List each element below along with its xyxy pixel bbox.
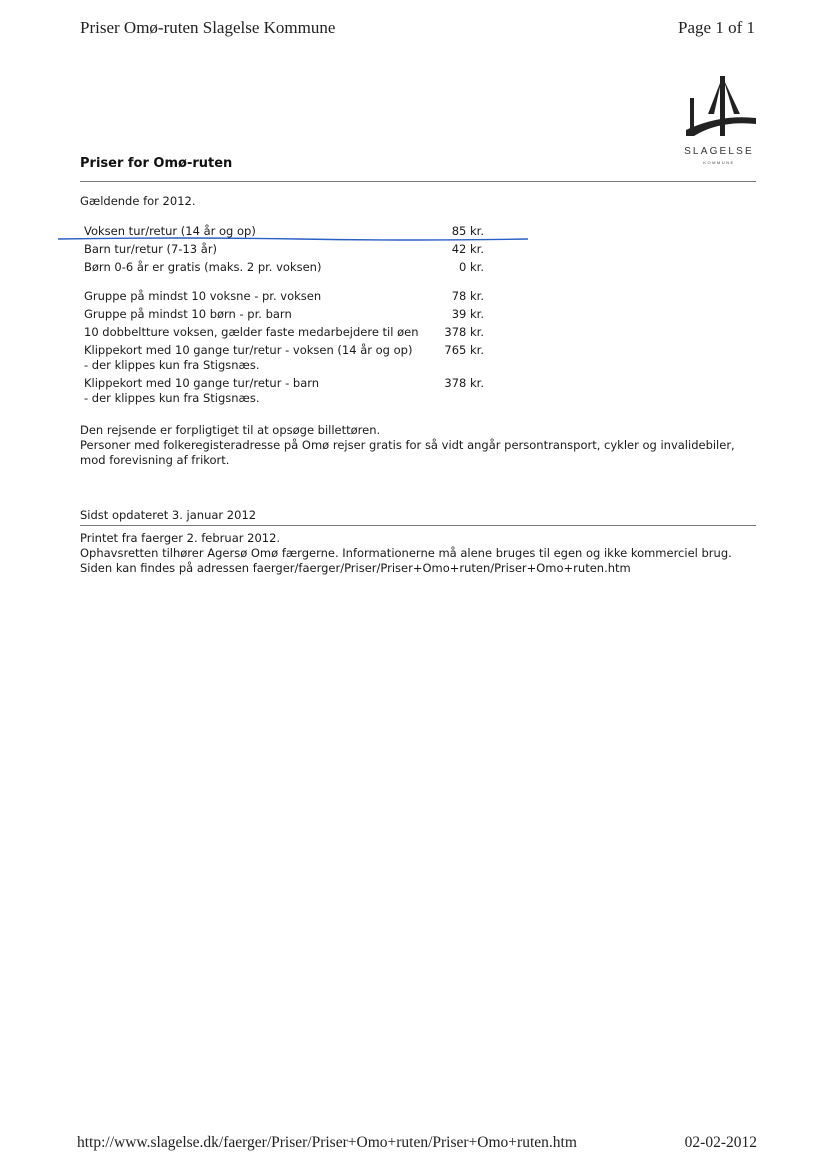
price-value: 378 kr. xyxy=(444,376,484,390)
price-value: 85 kr. xyxy=(451,224,484,238)
price-label: Gruppe på mindst 10 voksne - pr. voksen xyxy=(84,289,322,303)
price-value: 78 kr. xyxy=(451,289,484,303)
price-value: 378 kr. xyxy=(444,325,484,339)
price-row xyxy=(84,260,494,275)
price-label: Barn tur/retur (7-13 år) xyxy=(84,242,218,256)
price-value: 42 kr. xyxy=(451,242,484,256)
price-label: Klippekort med 10 gange tur/retur - voksen (14 år og op) - der klippes kun fra Stigsnæs. xyxy=(84,343,413,372)
note-residents: Personer med folkeregisteradresse på Omø rejser gratis for så vidt angår persontransport, cykler og invalidebiler, xyxy=(80,438,735,452)
price-label: Gruppe på mindst 10 børn - pr. barn xyxy=(84,307,292,321)
price-row xyxy=(84,307,494,322)
footer-divider xyxy=(80,525,756,526)
print-header-title: Priser Omø-ruten Slagelse Kommune xyxy=(80,18,336,37)
price-table xyxy=(84,224,494,409)
price-label: Voksen tur/retur (14 år og op) xyxy=(84,224,256,238)
print-header-page-number: Page 1 of 1 xyxy=(678,18,755,37)
price-row xyxy=(84,376,494,406)
printed-date: Printet fra faerger 2. februar 2012. xyxy=(80,531,281,545)
page-title: Priser for Omø-ruten xyxy=(80,156,233,171)
price-value: 0 kr. xyxy=(459,260,484,274)
price-row xyxy=(84,224,494,239)
price-label: Børn 0-6 år er gratis (maks. 2 pr. voksen) xyxy=(84,260,322,274)
print-footer-date: 02-02-2012 xyxy=(684,1134,757,1151)
logo-subtitle: KOMMUNE xyxy=(703,160,735,165)
price-row xyxy=(84,289,494,304)
note-obligation: Den rejsende er forpligtiget til at opsøge billettøren. xyxy=(80,423,381,437)
print-footer-url: http://www.slagelse.dk/faerger/Priser/Priser+Omo+ruten/Priser+Omo+ruten.htm xyxy=(77,1134,577,1151)
price-row xyxy=(84,242,494,257)
copyright-notice: Ophavsretten tilhører Agersø Omø færgerne. Informationerne må alene bruges til egen og ikke kommerciel brug. xyxy=(80,546,732,560)
price-label: Klippekort med 10 gange tur/retur - barn - der klippes kun fra Stigsnæs. xyxy=(84,376,320,405)
last-updated: Sidst opdateret 3. januar 2012 xyxy=(80,508,257,522)
slagelse-logo xyxy=(680,74,760,174)
page-address: Siden kan findes på adressen faerger/faerger/Priser/Priser+Omo+ruten/Priser+Omo+ruten.htm xyxy=(80,561,631,575)
price-value: 39 kr. xyxy=(451,307,484,321)
logo-wordmark: SLAGELSE xyxy=(684,146,754,157)
price-row xyxy=(84,343,494,373)
note-residents-cont: mod forevisning af frikort. xyxy=(80,453,230,467)
price-row xyxy=(84,325,494,340)
heading-divider xyxy=(80,181,756,182)
price-label: 10 dobbeltture voksen, gælder faste medarbejdere til øen xyxy=(84,325,419,339)
bridge-logo-icon xyxy=(680,74,758,144)
price-value: 765 kr. xyxy=(444,343,484,357)
valid-for-text: Gældende for 2012. xyxy=(80,194,196,208)
